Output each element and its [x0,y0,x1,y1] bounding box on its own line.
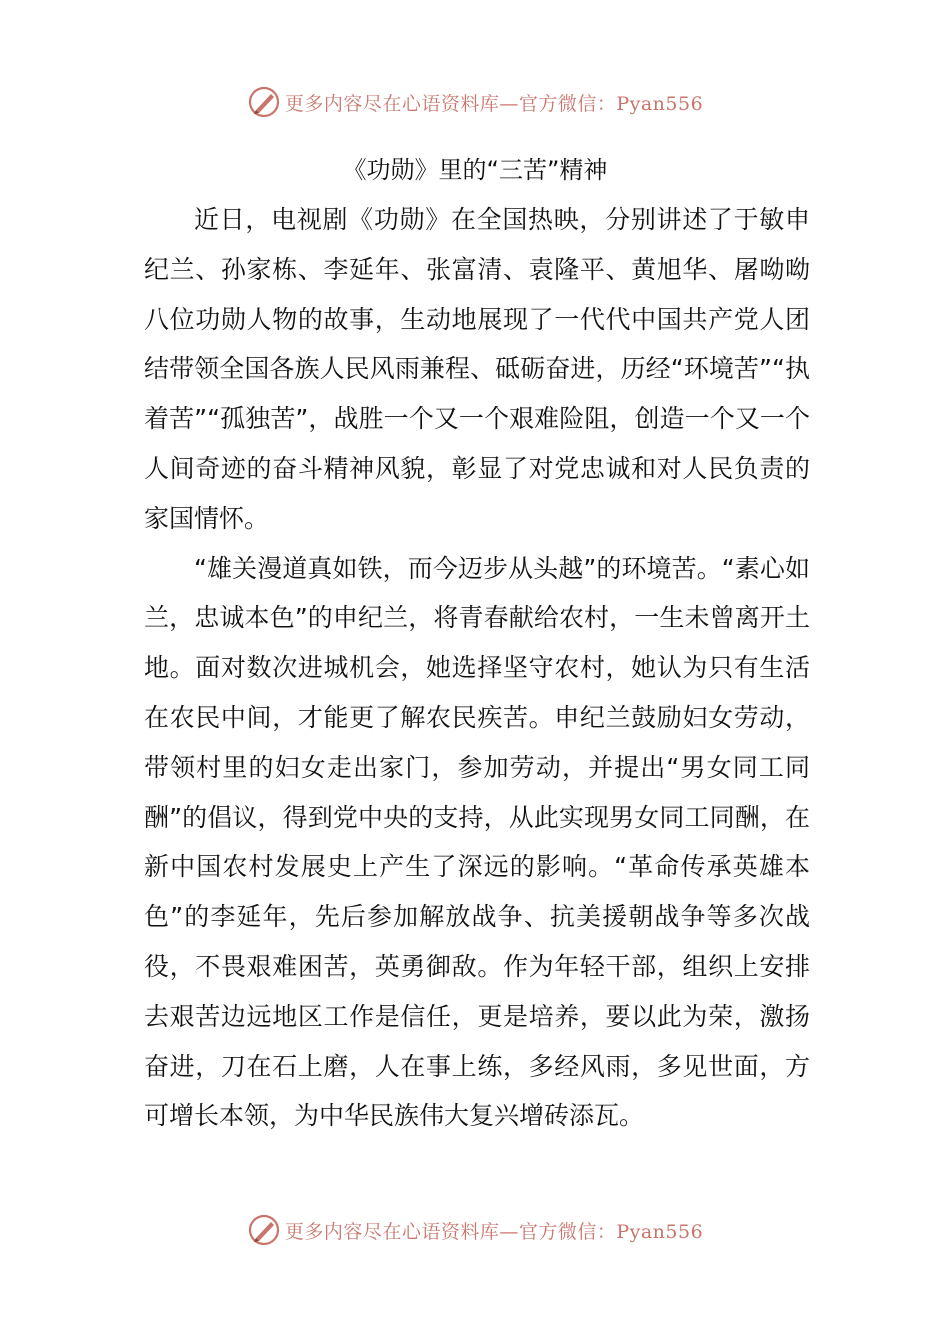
paragraph: “雄关漫道真如铁，而今迈步从头越”的环境苦。“素心如兰，忠诚本色”的申纪兰，将青春献给农村，一生未曾离开土地。面对数次进城机会，她选择坚守农村，她认为只有生活在农民中间，才能更了解农民疾苦。申纪兰鼓励妇女劳动，带领村里的妇女走出家门，参加劳动，并提出“男女同工同酬”的倡议，得到党中央的支持，从此实现男女同工同酬，在新中国农村发展史上产生了深远的影响。“革命传承英雄本色”的李延年，先后参加解放战争、抗美援朝战争等多次战役，不畏艰难困苦，英勇御敌。作为年轻干部，组织上安排去艰苦边远地区工作是信任，更是培养，要以此为荣，激扬奋进，刀在石上磨，人在事上练，多经风雨，多见世面，方可增长本领，为中华民族伟大复兴增砖添瓦。 [144,553,810,1131]
watermark-text-bottom: 更多内容尽在心语资料库—官方微信：Pyan556 [284,1220,704,1243]
article-body [144,195,810,1141]
document-title: 《功勋》里的“三苦”精神 [342,156,608,184]
pen-logo-icon [247,1213,281,1247]
watermark-text-top: 更多内容尽在心语资料库—官方微信：Pyan556 [284,92,704,115]
watermark-banner-top [0,80,950,124]
paragraph: 近日，电视剧《功勋》在全国热映，分别讲述了于敏申纪兰、孙家栋、李延年、张富清、袁隆平、黄旭华、屠呦呦八位功勋人物的故事，生动地展现了一代代中国共产党人团结带领全国各族人民风雨兼程、砥砺奋进，历经“环境苦”“执着苦”“孤独苦”，战胜一个又一个艰难险阻，创造一个又一个人间奇迹的奋斗精神风貌，彰显了对党忠诚和对人民负责的家国情怀。 [144,205,810,533]
watermark-banner-bottom [0,1208,950,1252]
pen-logo-icon [247,85,281,119]
